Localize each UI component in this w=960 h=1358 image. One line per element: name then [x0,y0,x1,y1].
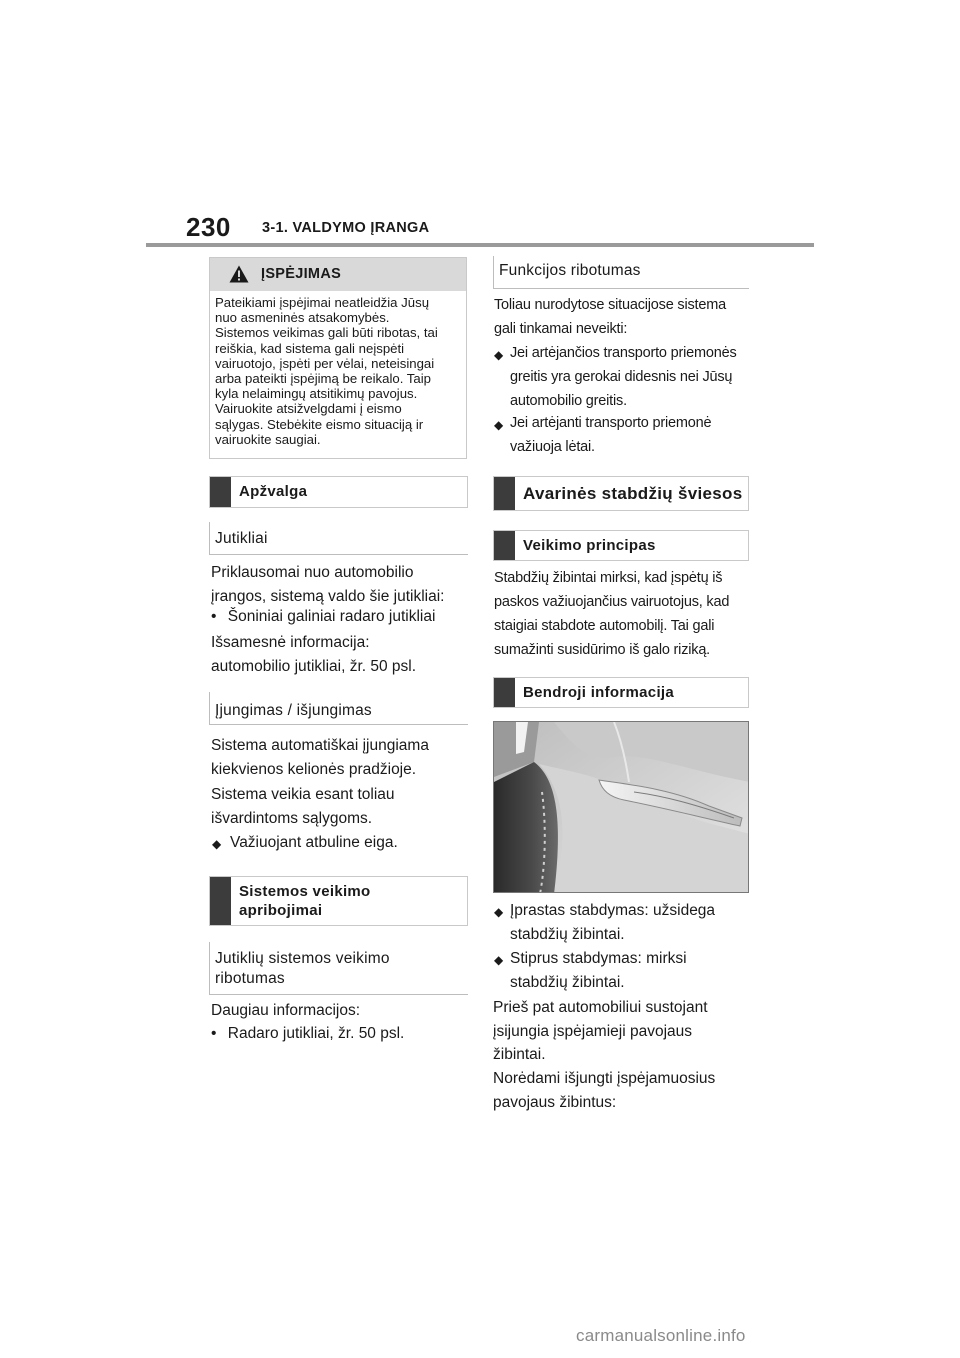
text-line: Norėdami išjungti įspėjamuosius [493,1070,716,1087]
bullet-text: Įprastas stabdymas: užsidega [510,902,716,919]
text-line: staigiai stabdote automobilį. Tai gali [494,618,715,634]
warning-line: reiškia, kad sistema gali neįspėti [215,340,405,356]
bullet-item [494,341,737,413]
text-line: gali tinkamai neveikti: [494,321,628,337]
diamond-bullet-icon: ◆ [494,905,504,919]
warning-title: ĮSPĖJIMAS [261,266,342,282]
text-line: įrangos, sistemą valdo šie jutikliai: [211,587,445,605]
bullet-text: stabdžių žibintai. [510,973,625,991]
bullet-text: stabdžių žibintai. [510,925,625,943]
bullet-dot: • [211,1025,217,1042]
warning-line: nuo asmeninės atsakomybės. [215,310,390,326]
text-line: Toliau nurodytose situacijose sistema [494,297,726,313]
watermark: carmanualsonline.info [576,1326,746,1345]
bullet-text: Stiprus stabdymas: mirksi [510,950,687,967]
section-heading-avarines [493,476,749,511]
section-heading-veikimo-principas [493,530,749,561]
header-rule [146,243,814,247]
warning-triangle-icon [229,265,249,283]
text-line: Stabdžių žibintai mirksi, kad įspėtų iš [494,570,723,586]
subheading-text [215,949,390,989]
text-line: Sistema automatiškai įjungiama [211,737,429,754]
subheading-text: Funkcijos ribotumas [499,262,641,279]
bullet-text: Radaro jutikliai, žr. 50 psl. [227,1025,405,1042]
diamond-bullet-icon: ◆ [494,348,504,362]
bullet-dot: • [211,608,217,625]
heading-line: apribojimai [239,902,323,919]
section-heading-text: Veikimo principas [523,537,656,554]
warning-line: vairuotojo, įspėti per vėlai, neteisingai [215,355,435,371]
section-heading-bendroji [493,677,749,708]
text-line: Priklausomai nuo automobilio [211,564,414,581]
text-line: Sistema veikia esant toliau [211,786,395,803]
warning-line: Vairuokite atsižvelgdami į eismo [215,401,402,417]
section-heading-text: Apžvalga [239,483,308,500]
text-line: paskos važiuojančius vairuotojus, kad [494,594,730,610]
warning-box [209,257,467,459]
page-number: 230 [186,212,231,242]
warning-line: sąlygas. Stebėkite eismo situaciją ir [215,416,424,432]
text-line: žibintai. [493,1046,546,1063]
subheading-ribotumas [209,942,468,995]
text-line: įsijungia įspėjamieji pavojaus [493,1022,693,1040]
chapter-title: 3-1. VALDYMO ĮRANGA [262,220,430,236]
diamond-bullet-icon: ◆ [494,953,504,967]
bullet-item [494,947,687,994]
paragraph [493,996,708,1067]
section-heading-apribojimai [209,876,468,926]
section-heading-text: Bendroji informacija [523,684,675,701]
subheading-text: Jutikliai [215,530,268,547]
bullet-text: greitis yra gerokai didesnis nei Jūsų [510,369,733,385]
bullet-text: Jei artėjančios transporto priemonės [510,345,737,361]
warning-header [210,258,466,291]
paragraph [211,631,416,678]
text-line: automobilio jutikliai, žr. 50 psl. [211,657,417,675]
warning-text [210,291,466,447]
subheading-text: Įjungimas / išjungimas [215,702,372,719]
bullet-text: Važiuojant atbuline eiga. [230,834,398,851]
text-line: Išsamesnė informacija: [211,634,370,651]
text-line: kiekvienos kelionės pradžioje. [211,760,417,778]
bullet-item [211,1022,404,1046]
subheading-jutikliai [209,522,468,555]
bullet-item [211,605,435,629]
paragraph [211,734,429,781]
section-heading-text: Avarinės stabdžių šviesos [523,484,743,503]
paragraph [494,566,729,662]
paragraph [493,1067,715,1114]
text-line: Prieš pat automobiliui sustojant [493,999,708,1016]
bullet-item [494,411,711,459]
brake-light-image [494,722,749,893]
bullet-item [494,899,715,946]
heading-line: Sistemos veikimo [239,883,371,900]
text-line: pavojaus žibintus: [493,1093,617,1111]
paragraph: Daugiau informacijos: [211,1002,361,1019]
text-line: išvardintoms sąlygoms. [211,809,373,827]
paragraph [211,783,395,830]
heading-line: Jutiklių sistemos veikimo [215,950,390,967]
warning-line: kyla nelaimingų atsitikimų pavojus. [215,386,418,402]
heading-line: ribotumas [215,970,285,987]
diamond-bullet-icon: ◆ [212,837,222,851]
bullet-text: automobilio greitis. [510,393,627,409]
warning-line: arba pateikti įspėjimą be reikalo. Taip [215,371,432,387]
paragraph [211,561,444,608]
bullet-text: važiuoja lėtai. [510,439,595,455]
paragraph [494,293,726,341]
subheading-ijungimas [209,692,468,725]
bullet-text: Jei artėjanti transporto priemonė [510,415,712,431]
section-heading-text [239,882,371,920]
section-heading-apzvalga [209,476,468,508]
brake-light-illustration [493,721,749,893]
warning-line: Sistemos veikimas gali būti ribotas, tai [215,325,438,341]
bullet-text: Šoniniai galiniai radaro jutikliai [227,608,436,625]
diamond-bullet-icon: ◆ [494,418,504,432]
warning-line: Pateikiami įspėjimai neatleidžia Jūsų [215,295,430,310]
text-line: sumažinti susidūrimo iš galo riziką. [494,642,711,658]
warning-line: vairuokite saugiai. [215,431,321,447]
subheading-funkcijos [493,256,749,289]
bullet-item [212,831,398,855]
